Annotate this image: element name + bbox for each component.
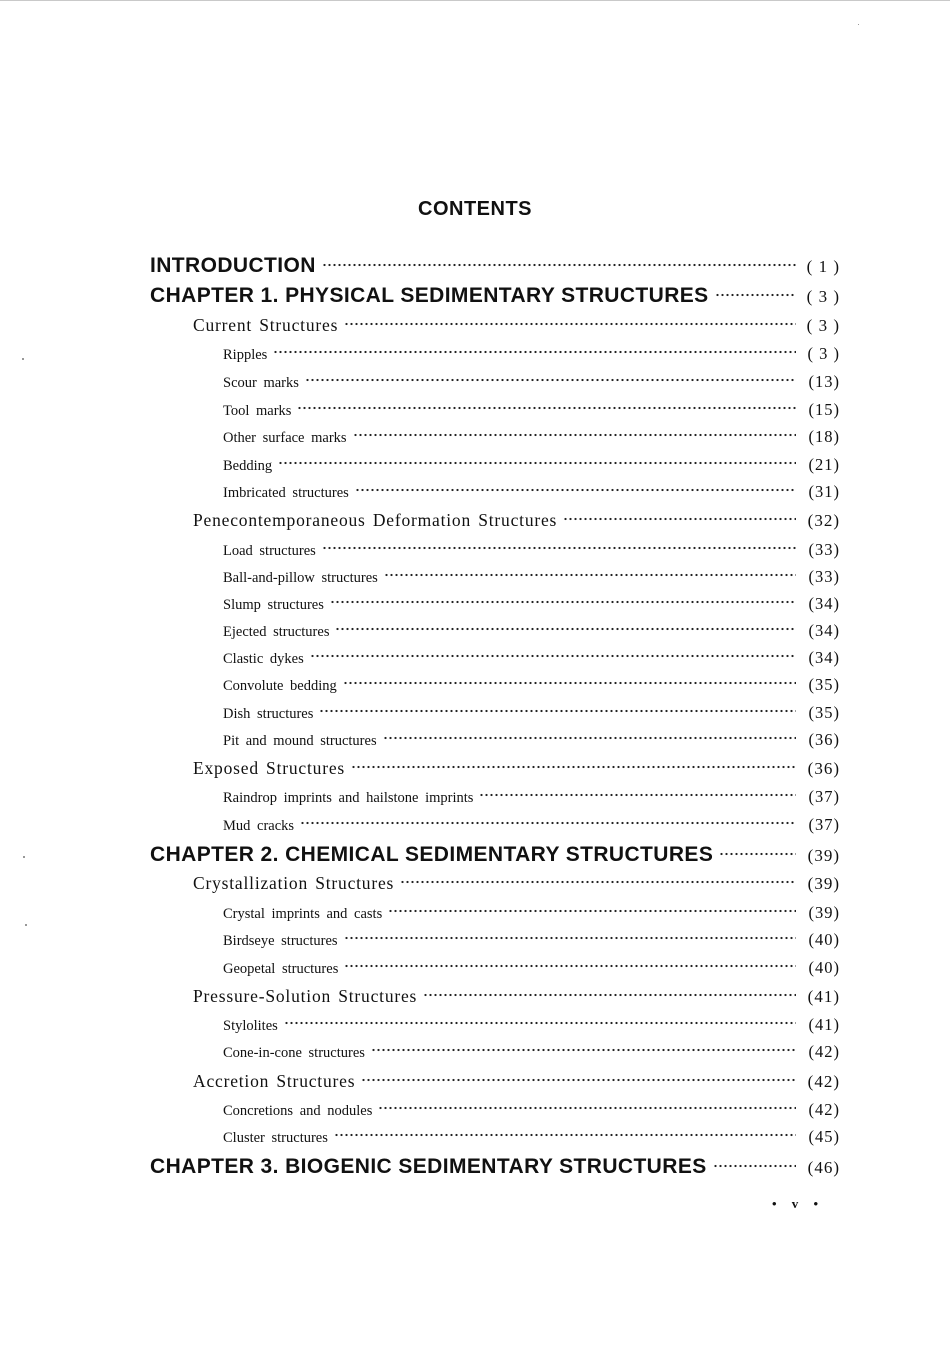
toc-page-number: ( 3 ) xyxy=(806,287,840,306)
toc-section-entry[interactable] xyxy=(193,1071,840,1092)
toc-section-entry[interactable] xyxy=(193,315,840,336)
toc-page-number: (33) xyxy=(808,540,840,559)
dot-leader xyxy=(273,349,796,355)
toc-page-number: (39) xyxy=(807,846,840,865)
toc-page-number: ( 1 ) xyxy=(806,257,840,276)
toc-subsection-entry[interactable] xyxy=(223,903,840,923)
toc-entry-label: Ripples xyxy=(223,347,268,363)
dot-leader xyxy=(300,820,796,826)
dot-leader xyxy=(355,487,796,493)
toc-entry-label: Crystallization Structures xyxy=(193,873,395,893)
toc-subsection-entry[interactable] xyxy=(223,730,840,750)
toc-entry-label: Ball-and-pillow structures xyxy=(223,570,378,586)
toc-section-entry[interactable] xyxy=(193,873,840,894)
dot-leader xyxy=(297,405,796,411)
dot-leader xyxy=(310,653,796,659)
toc-section-entry[interactable] xyxy=(193,510,840,531)
toc-page-number: (39) xyxy=(808,903,840,922)
toc-subsection-entry[interactable] xyxy=(223,930,840,950)
toc-page-number: (34) xyxy=(808,648,840,667)
toc-subsection-entry[interactable] xyxy=(223,1015,840,1035)
toc-entry-label: Pressure-Solution Structures xyxy=(193,986,418,1006)
toc-chapter-entry[interactable] xyxy=(150,843,840,867)
toc-entry-label: Dish structures xyxy=(223,706,314,722)
dot-leader xyxy=(343,680,796,686)
toc-subsection-entry[interactable] xyxy=(223,815,840,835)
toc-subsection-entry[interactable] xyxy=(223,400,840,420)
toc-entry-label: Cone-in-cone structures xyxy=(223,1045,365,1061)
toc-entry-label: Current Structures xyxy=(193,315,339,335)
toc-page-number: (13) xyxy=(808,372,840,391)
toc-subsection-entry[interactable] xyxy=(223,703,840,723)
toc-subsection-entry[interactable] xyxy=(223,540,840,560)
dot-leader xyxy=(479,792,796,798)
toc-subsection-entry[interactable] xyxy=(223,1100,840,1120)
toc-page-number: (31) xyxy=(808,482,840,501)
toc-page-number: (15) xyxy=(808,400,840,419)
toc-page-number: (42) xyxy=(807,1072,840,1091)
dot-leader xyxy=(322,545,796,551)
dot-leader xyxy=(423,992,796,998)
toc-chapter-entry[interactable] xyxy=(150,254,840,278)
toc-subsection-entry[interactable] xyxy=(223,1127,840,1147)
toc-page-number: (34) xyxy=(808,621,840,640)
toc-page-number: (21) xyxy=(808,455,840,474)
toc-subsection-entry[interactable] xyxy=(223,372,840,392)
dot-leader xyxy=(344,935,796,941)
toc-page-number: (39) xyxy=(807,874,840,893)
toc-entry-label: Geopetal structures xyxy=(223,961,339,977)
dot-leader xyxy=(713,1163,796,1169)
dot-leader xyxy=(319,708,796,714)
scan-speck xyxy=(23,856,25,858)
toc-subsection-entry[interactable] xyxy=(223,482,840,502)
toc-page-number: (46) xyxy=(807,1158,840,1177)
toc-page-number: ( 3 ) xyxy=(807,344,840,363)
toc-chapter-entry[interactable] xyxy=(150,1155,840,1179)
toc-subsection-entry[interactable] xyxy=(223,958,840,978)
toc-entry-label: Accretion Structures xyxy=(193,1071,356,1091)
scan-speck xyxy=(25,924,27,926)
toc-entry-label: Mud cracks xyxy=(223,818,295,834)
page-folio: • v • xyxy=(772,1196,825,1211)
toc-section-entry[interactable] xyxy=(193,986,840,1007)
dot-leader xyxy=(384,572,796,578)
toc-entry-label: Convolute bedding xyxy=(223,678,337,694)
toc-entry-label: Load structures xyxy=(223,543,316,559)
toc-page-number: (35) xyxy=(808,675,840,694)
dot-leader xyxy=(715,292,796,298)
dot-leader xyxy=(383,735,796,741)
dot-leader xyxy=(284,1020,796,1026)
toc-entry-label: Concretions and nodules xyxy=(223,1103,373,1119)
toc-page-number: (42) xyxy=(808,1042,840,1061)
toc-entry-label: Slump structures xyxy=(223,597,324,613)
toc-entry-label: Pit and mound structures xyxy=(223,733,377,749)
toc-entry-label: Raindrop imprints and hailstone imprints xyxy=(223,790,474,806)
toc-page-number: (40) xyxy=(808,930,840,949)
toc-entry-label: Bedding xyxy=(223,458,273,474)
toc-entry-label: Penecontemporaneous Deformation Structures xyxy=(193,510,558,530)
dot-leader xyxy=(322,262,796,268)
toc-entry-label: Stylolites xyxy=(223,1018,278,1034)
toc-page-number: (42) xyxy=(808,1100,840,1119)
toc-page-number: (33) xyxy=(808,567,840,586)
toc-subsection-entry[interactable] xyxy=(223,344,840,364)
toc-entry-label: Scour marks xyxy=(223,375,299,391)
toc-page-number: (34) xyxy=(808,594,840,613)
dot-leader xyxy=(344,321,796,327)
dot-leader xyxy=(378,1105,796,1111)
scan-speck xyxy=(858,24,859,25)
dot-leader xyxy=(334,1132,796,1138)
dot-leader xyxy=(330,599,796,605)
toc-entry-label: Birdseye structures xyxy=(223,933,338,949)
toc-entry-label: Other surface marks xyxy=(223,430,347,446)
dot-leader xyxy=(335,626,796,632)
toc-page-number: (45) xyxy=(808,1127,840,1146)
dot-leader xyxy=(371,1047,796,1053)
toc-page-number: (32) xyxy=(807,511,840,530)
dot-leader xyxy=(305,377,796,383)
toc-subsection-entry[interactable] xyxy=(223,427,840,447)
toc-page-number: (37) xyxy=(808,787,840,806)
toc-page-number: (36) xyxy=(808,730,840,749)
scan-speck xyxy=(22,358,24,360)
toc-page-number: (36) xyxy=(807,759,840,778)
page-title: CONTENTS xyxy=(418,198,532,220)
toc-subsection-entry[interactable] xyxy=(223,455,840,475)
toc-subsection-entry[interactable] xyxy=(223,594,840,614)
toc-page-number: (18) xyxy=(808,427,840,446)
toc-entry-label: INTRODUCTION xyxy=(150,254,316,277)
dot-leader xyxy=(344,963,796,969)
toc-entry-label: CHAPTER 2. CHEMICAL SEDIMENTARY STRUCTURES xyxy=(150,843,714,866)
dot-leader xyxy=(353,432,796,438)
dot-leader xyxy=(563,516,796,522)
toc-subsection-entry[interactable] xyxy=(223,787,840,807)
dot-leader xyxy=(351,764,796,770)
toc-entry-label: Ejected structures xyxy=(223,624,330,640)
dot-leader xyxy=(719,851,796,857)
toc-entry-label: Crystal imprints and casts xyxy=(223,906,383,922)
toc-chapter-entry[interactable] xyxy=(150,284,840,308)
toc-subsection-entry[interactable] xyxy=(223,567,840,587)
toc-page-number: (41) xyxy=(808,1015,840,1034)
toc-page-number: (35) xyxy=(808,703,840,722)
toc-page-number: (37) xyxy=(808,815,840,834)
toc-subsection-entry[interactable] xyxy=(223,1042,840,1062)
toc-page-number: (40) xyxy=(808,958,840,977)
toc-entry-label: Cluster structures xyxy=(223,1130,328,1146)
toc-entry-label: Clastic dykes xyxy=(223,651,304,667)
toc-entry-label: Tool marks xyxy=(223,403,292,419)
toc-subsection-entry[interactable] xyxy=(223,621,840,641)
toc-subsection-entry[interactable] xyxy=(223,648,840,668)
toc-entry-label: CHAPTER 3. BIOGENIC SEDIMENTARY STRUCTURES xyxy=(150,1155,707,1178)
toc-entry-label: Exposed Structures xyxy=(193,758,345,778)
dot-leader xyxy=(388,908,796,914)
toc-page-number: ( 3 ) xyxy=(806,316,840,335)
toc-section-entry[interactable] xyxy=(193,758,840,779)
toc-subsection-entry[interactable] xyxy=(223,675,840,695)
dot-leader xyxy=(278,460,796,466)
dot-leader xyxy=(361,1077,796,1083)
dot-leader xyxy=(400,879,796,885)
toc-page-number: (41) xyxy=(807,987,840,1006)
toc-entry-label: Imbricated structures xyxy=(223,485,349,501)
toc-entry-label: CHAPTER 1. PHYSICAL SEDIMENTARY STRUCTURES xyxy=(150,284,709,307)
